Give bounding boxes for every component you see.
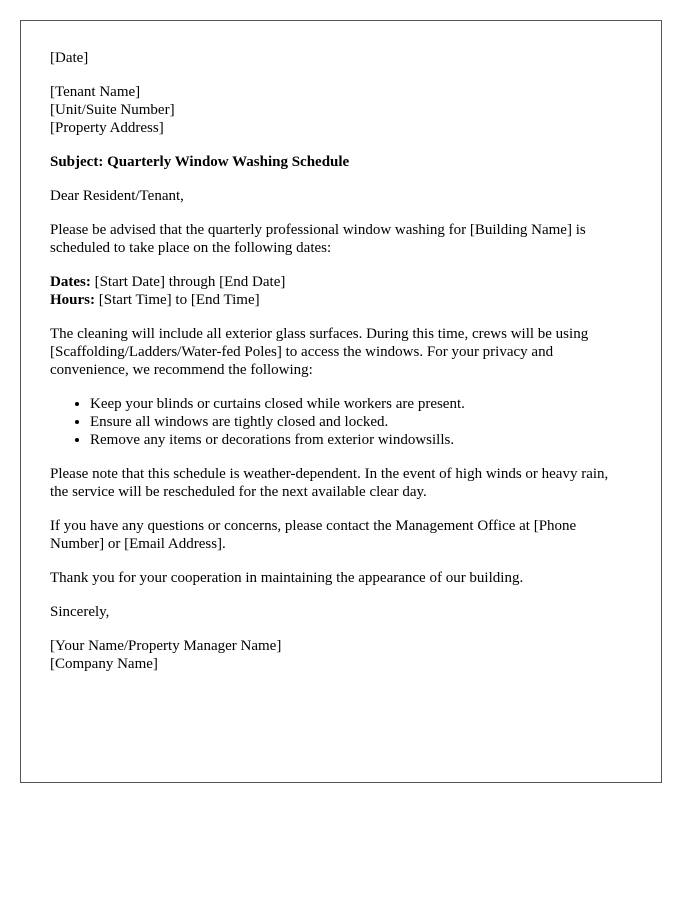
salutation: Dear Resident/Tenant,	[50, 188, 184, 204]
subject-text: Subject: Quarterly Window Washing Schedule	[50, 154, 350, 170]
contact-paragraph: If you have any questions or concerns, please contact the Management Office at [Phone Number] or [Email Address].	[50, 518, 577, 552]
details-paragraph: The cleaning will include all exterior glass surfaces. During this time, crews will be using [Scaffolding/Ladders/Water-fed Poles] to access the windows. For your privacy and convenience, we recommend the following:	[50, 326, 589, 378]
schedule-block	[50, 273, 621, 309]
date: [Date]	[50, 50, 89, 66]
dates-value: [Start Date] through [End Date]	[90, 274, 286, 290]
tenant-name: [Tenant Name]	[50, 84, 141, 100]
hours-value: [Start Time] to [End Time]	[95, 292, 260, 308]
closing: Sincerely,	[50, 604, 110, 620]
list-item: • Remove any items or decorations from exterior windowsills.	[90, 431, 621, 449]
company-name: [Company Name]	[50, 656, 158, 672]
recommendations-list	[50, 395, 621, 449]
hours-label: Hours:	[50, 292, 95, 308]
dates-label: Dates:	[50, 274, 91, 290]
list-item: • Keep your blinds or curtains closed while workers are present.	[90, 395, 621, 413]
intro-paragraph: Please be advised that the quarterly professional window washing for [Building Name] is scheduled to take place on the following dates:	[50, 222, 586, 256]
weather-note: Please note that this schedule is weather-dependent. In the event of high winds or heavy rain, the service will be rescheduled for the next available clear day.	[50, 466, 609, 500]
property-address: [Property Address]	[50, 120, 164, 136]
thanks-paragraph: Thank you for your cooperation in maintaining the appearance of our building.	[50, 570, 524, 586]
letter	[20, 20, 662, 783]
unit-number: [Unit/Suite Number]	[50, 102, 175, 118]
recipient-block	[50, 83, 621, 137]
list-item: • Ensure all windows are tightly closed and locked.	[90, 413, 621, 431]
signer-name: [Your Name/Property Manager Name]	[50, 638, 282, 654]
subject	[50, 153, 621, 171]
signature-block	[50, 637, 621, 673]
